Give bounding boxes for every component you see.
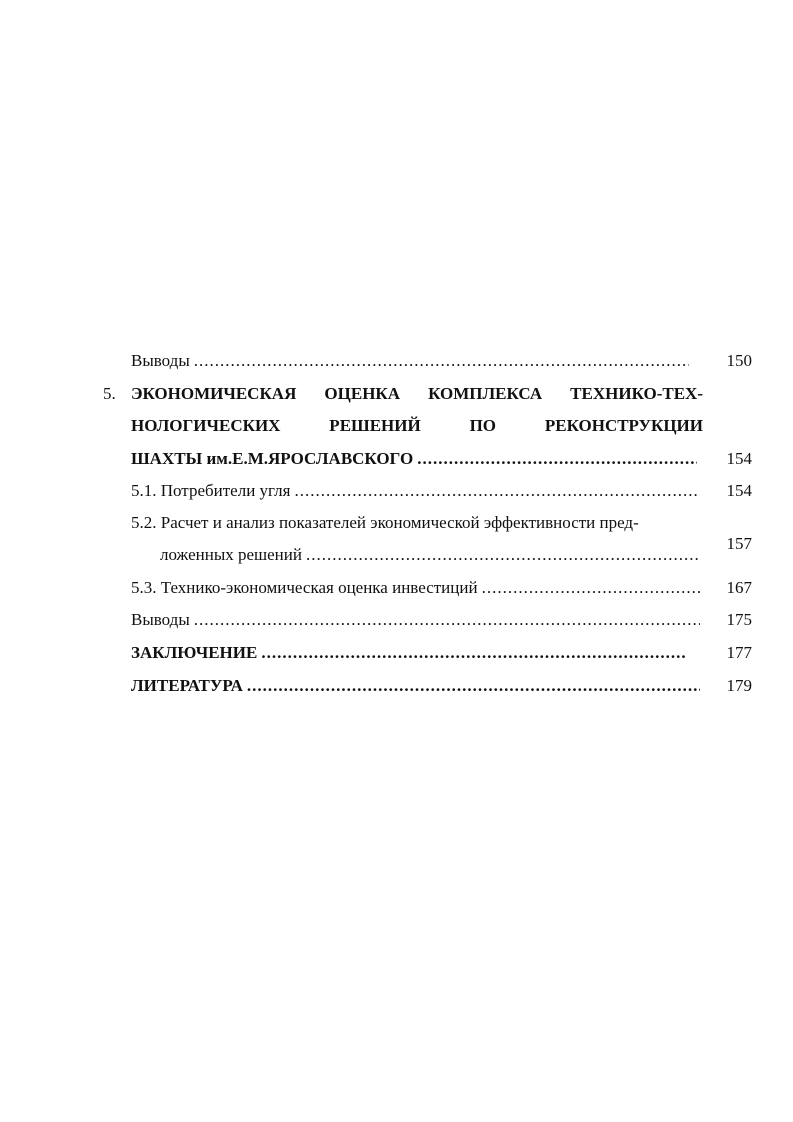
toc-page-number: 179	[726, 676, 752, 695]
title-part: ШАХТЫ	[131, 449, 207, 468]
dot-leader	[261, 642, 687, 664]
toc-entry-label: 5.3. Технико-экономическая оценка инвестиций	[131, 578, 478, 597]
toc-entry-5-2-line-2	[160, 544, 700, 566]
chapter-5-title-line-2: НОЛОГИЧЕСКИХ РЕШЕНИЙ ПО РЕКОНСТРУКЦИИ	[131, 416, 703, 435]
dot-leader	[294, 480, 700, 502]
chapter-5-title-line-1: ЭКОНОМИЧЕСКАЯ ОЦЕНКА КОМПЛЕКСА ТЕХНИКО-ТЕХ-	[131, 384, 703, 403]
title-part: Е.М.ЯРОСЛАВСКОГО	[232, 449, 414, 468]
chapter-number: 5.	[103, 384, 116, 403]
toc-page-number: 177	[726, 643, 752, 662]
chapter-5-title-line-3	[131, 448, 697, 470]
toc-page-number: 154	[726, 449, 752, 468]
toc-entry-conclusions-ch4	[131, 350, 689, 372]
toc-entry-label: 5.1. Потребители угля	[131, 481, 291, 500]
dot-leader	[306, 544, 700, 566]
toc-entry-label: ЗАКЛЮЧЕНИЕ	[131, 643, 258, 662]
title-part: им.	[206, 449, 233, 468]
toc-entry-label: Выводы	[131, 610, 190, 629]
toc-entry-conclusions-ch5	[131, 609, 700, 631]
dot-leader	[247, 675, 700, 697]
toc-entry-conclusion	[131, 642, 687, 664]
toc-entry-label	[131, 448, 417, 470]
dot-leader	[194, 350, 689, 372]
toc-entry-label: ложенных решений	[160, 545, 302, 564]
toc-page-number: 150	[726, 351, 752, 370]
toc-page-number: 154	[726, 481, 752, 500]
toc-entry-5-3	[131, 577, 700, 599]
dot-leader	[482, 577, 700, 599]
toc-page-number: 157	[726, 534, 752, 553]
toc-entry-label: Выводы	[131, 351, 190, 370]
toc-entry-label: ЛИТЕРАТУРА	[131, 676, 243, 695]
dot-leader	[417, 448, 697, 470]
toc-entry-5-1	[131, 480, 700, 502]
toc-page-number: 167	[726, 578, 752, 597]
dot-leader	[194, 609, 700, 631]
toc-entry-references	[131, 675, 700, 697]
toc-page-number: 175	[726, 610, 752, 629]
toc-entry-5-2-line-1: 5.2. Расчет и анализ показателей экономической эффективности пред-	[131, 513, 639, 532]
